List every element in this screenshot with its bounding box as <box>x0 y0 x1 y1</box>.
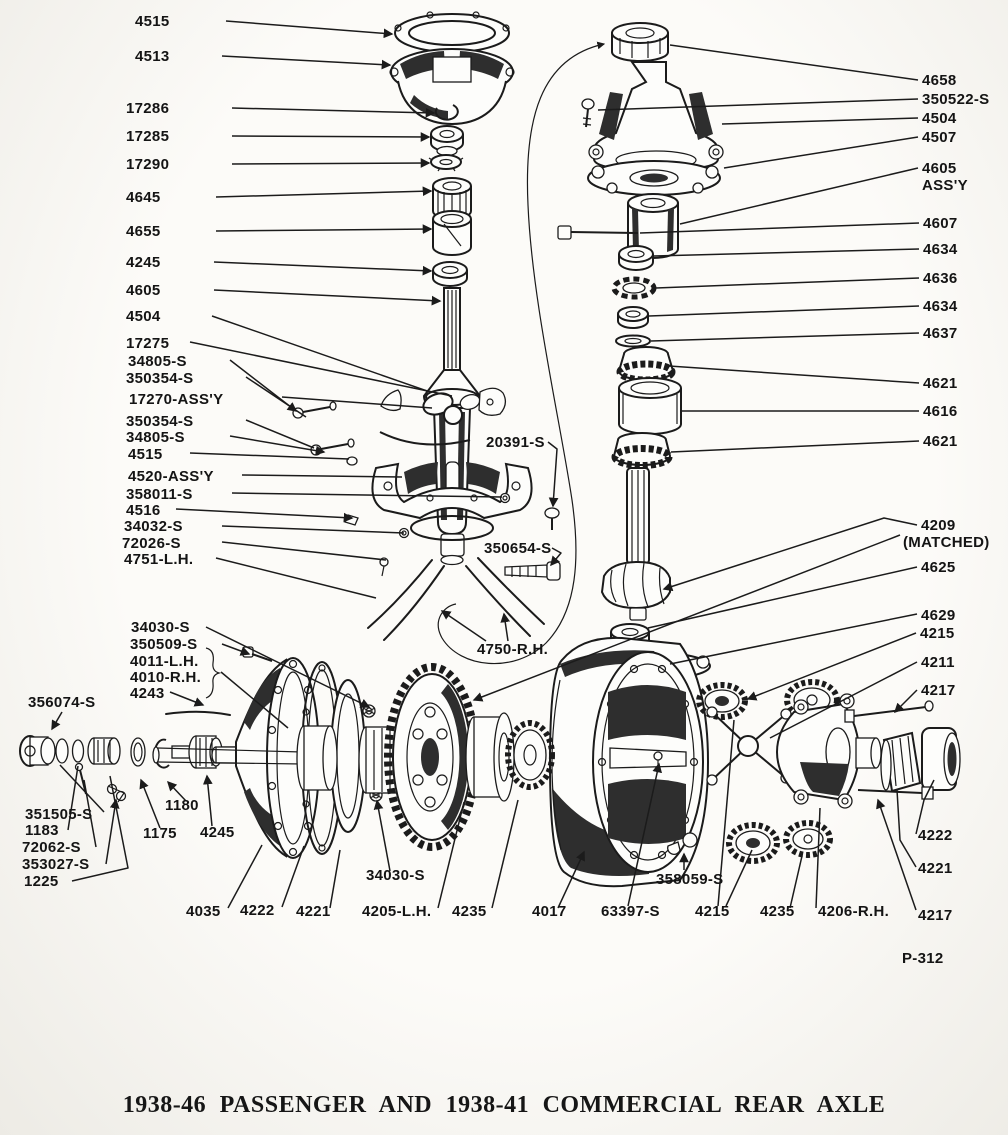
part-label-17285: 17285 <box>126 128 170 145</box>
leader-line <box>548 442 557 506</box>
part-rod-4243 <box>166 712 230 715</box>
leader-line <box>377 801 390 871</box>
leader-line <box>654 249 919 256</box>
bracket-4011-4010 <box>206 648 219 698</box>
part-label-4605: 4605 <box>126 282 161 299</box>
part-label-350522-S: 350522-S <box>922 91 990 108</box>
part-nut-4634-lower <box>618 307 648 328</box>
leader-line <box>246 377 306 417</box>
leader-line <box>492 800 518 908</box>
part-bearing-cone-4621-lower <box>614 433 670 466</box>
leader-line <box>141 780 160 828</box>
leader-line <box>897 790 916 867</box>
part-bolt-20391s <box>545 508 559 530</box>
part-label-4217: 4217 <box>918 907 953 924</box>
part-label-4245: 4245 <box>200 824 235 841</box>
part-label-4516: 4516 <box>126 502 161 519</box>
part-label-358011-S: 358011-S <box>126 486 193 503</box>
part-label-4513: 4513 <box>135 48 170 65</box>
part-label-4206-R.H.: 4206-R.H. <box>818 903 890 920</box>
part-bolt-72026s <box>380 558 388 576</box>
part-label-356074-S: 356074-S <box>28 694 96 711</box>
part-label-350354-S: 350354-S <box>126 370 194 387</box>
part-banjo-housing-4017 <box>550 638 708 886</box>
part-label-4634: 4634 <box>923 298 958 315</box>
leader-line <box>790 856 802 908</box>
part-bolt-34805s-upper <box>293 402 336 418</box>
part-label-4625: 4625 <box>921 559 956 576</box>
part-label-4658: 4658 <box>922 72 957 89</box>
leader-line <box>216 191 431 197</box>
part-label-34805-S: 34805-S <box>126 429 185 446</box>
leader-line <box>230 436 324 452</box>
part-label-34030-S: 34030-S <box>131 619 190 636</box>
part-label-4515: 4515 <box>128 446 163 463</box>
part-label-4211: 4211 <box>921 654 955 671</box>
part-pinion-gear-4235-center <box>508 723 552 787</box>
leader-line <box>190 342 452 396</box>
part-radius-rod-4751-lh <box>368 560 444 640</box>
leader-line <box>330 850 340 908</box>
part-label-ASSY: ASS'Y <box>922 177 968 194</box>
leader-line <box>190 453 349 459</box>
part-label-4245: 4245 <box>126 254 161 271</box>
part-label-17275: 17275 <box>126 335 170 352</box>
part-washer-17290 <box>429 155 463 171</box>
part-label-4035: 4035 <box>186 903 221 920</box>
leader-line <box>214 262 431 271</box>
leader-line <box>282 397 432 408</box>
part-label-1225: 1225 <box>24 873 59 890</box>
part-washer-4637 <box>616 336 650 347</box>
part-label-4621: 4621 <box>923 375 958 392</box>
leader-line <box>726 850 752 906</box>
part-label-358059-S: 358059-S <box>656 871 724 888</box>
leader-line <box>232 136 429 137</box>
part-label-4222: 4222 <box>240 902 275 919</box>
part-label-4011-L.H.: 4011-L.H. <box>130 653 199 670</box>
part-label-72062-S: 72062-S <box>22 839 81 856</box>
plate-code: P-312 <box>902 950 944 967</box>
leader-line <box>170 692 203 705</box>
leader-line <box>106 800 116 864</box>
part-label-4215: 4215 <box>920 625 955 642</box>
part-bolt-4217-upper <box>845 701 933 722</box>
part-label-34805-S: 34805-S <box>128 353 187 370</box>
part-bolt-4607 <box>558 226 638 239</box>
part-bearing-cone-4621-upper <box>619 347 673 380</box>
part-bearing-4221-right <box>881 733 920 791</box>
part-label-4209: 4209 <box>921 517 956 534</box>
leader-line <box>176 509 352 518</box>
part-label-4515: 4515 <box>135 13 170 30</box>
part-label-4637: 4637 <box>923 325 958 342</box>
part-label-350509-S: 350509-S <box>130 636 198 653</box>
part-clip-353027s <box>108 785 126 803</box>
part-gasket-4515 <box>395 12 509 52</box>
part-label-4655: 4655 <box>126 223 161 240</box>
leader-line <box>669 366 919 383</box>
part-bearing-4658 <box>612 23 668 61</box>
part-washer-358011s <box>501 494 510 503</box>
part-label-4605: 4605 <box>922 160 957 177</box>
leader-line <box>442 611 486 641</box>
leader-line <box>649 306 919 316</box>
part-bolt-350522s <box>582 99 594 127</box>
part-washer-351505s <box>56 739 68 763</box>
part-label-4507: 4507 <box>922 129 957 146</box>
part-label-4235: 4235 <box>760 903 795 920</box>
part-washer-1183 <box>73 740 84 762</box>
part-label-4504: 4504 <box>126 308 161 325</box>
part-diff-case-4205-lh <box>466 713 514 801</box>
leader-line <box>671 441 919 452</box>
part-label-4616: 4616 <box>923 403 958 420</box>
leader-line <box>226 21 392 34</box>
part-lock-washer-4636 <box>614 279 654 297</box>
part-label-4010-R.H.: 4010-R.H. <box>130 669 202 686</box>
part-label-4222: 4222 <box>918 827 953 844</box>
leader-line <box>232 108 434 113</box>
leader-line <box>670 45 918 80</box>
part-bolt-34805s-lower <box>311 439 354 455</box>
part-hub-drum <box>856 738 881 768</box>
part-pinion-gear-4235-lower <box>786 823 830 855</box>
part-label-4645: 4645 <box>126 189 161 206</box>
part-ring-gear-4209 <box>388 667 476 847</box>
part-side-gear-4215-lower <box>729 825 777 861</box>
part-label-4221: 4221 <box>296 903 331 920</box>
part-label-4017: 4017 <box>532 903 567 920</box>
part-washer-4515b <box>347 457 357 465</box>
part-side-gear-4215-upper <box>699 685 745 717</box>
leader-line <box>52 712 62 729</box>
part-label-17270-ASSY: 17270-ASS'Y <box>129 391 224 408</box>
part-clip-4516 <box>345 515 358 525</box>
leader-line <box>222 56 390 65</box>
leader-line <box>648 567 917 628</box>
part-label-4629: 4629 <box>921 607 956 624</box>
leader-line <box>207 776 212 826</box>
part-label-63397-S: 63397-S <box>601 903 660 920</box>
leader-line <box>216 558 376 598</box>
part-companion-flange-4504 <box>589 62 723 170</box>
leader-line <box>216 229 431 231</box>
part-label-4621: 4621 <box>923 433 958 450</box>
leader-line <box>222 526 404 533</box>
part-label-4751-L.H.: 4751-L.H. <box>124 551 194 568</box>
part-bearing-17285 <box>431 126 463 156</box>
part-label-4235: 4235 <box>452 903 487 920</box>
part-label-34032-S: 34032-S <box>124 518 183 535</box>
part-ring-1175 <box>131 738 145 766</box>
leader-line <box>878 800 916 910</box>
part-label-353027-S: 353027-S <box>22 856 90 873</box>
leader-line <box>222 542 386 560</box>
part-label-72026-S: 72026-S <box>122 535 181 552</box>
part-label-4205-L.H.: 4205-L.H. <box>362 903 432 920</box>
part-nut-4634-upper <box>619 246 653 270</box>
leader-line <box>724 137 918 168</box>
part-label-4217: 4217 <box>921 682 956 699</box>
part-label-4520-ASSY: 4520-ASS'Y <box>128 468 214 485</box>
leader-line <box>656 278 919 288</box>
part-ring-4245 <box>433 262 467 286</box>
part-label-17290: 17290 <box>126 156 170 173</box>
part-label-350354-S: 350354-S <box>126 413 194 430</box>
part-label-1183: 1183 <box>25 822 59 839</box>
part-drive-pinion-4209 <box>602 468 670 620</box>
part-label-4750-R.H.: 4750-R.H. <box>477 641 549 658</box>
leader-line <box>214 290 440 301</box>
part-label-4243: 4243 <box>130 685 165 702</box>
part-label-34030-S: 34030-S <box>366 867 425 884</box>
leader-line <box>60 765 104 812</box>
part-hub-sleeve <box>297 726 337 790</box>
part-bearing-1225 <box>88 738 120 764</box>
part-bearing-cup-4616 <box>619 378 681 434</box>
part-label-1175: 1175 <box>143 825 177 842</box>
part-label-4221: 4221 <box>918 860 953 877</box>
leader-line <box>722 118 918 124</box>
part-label-4504: 4504 <box>922 110 957 127</box>
leader-line <box>670 614 917 664</box>
part-label-4634: 4634 <box>923 241 958 258</box>
leader-line <box>664 518 917 589</box>
part-label-350654-S: 350654-S <box>484 540 552 557</box>
part-label-20391-S: 20391-S <box>486 434 545 451</box>
leader-line <box>228 845 262 908</box>
part-pinion-shaft-4605 <box>424 288 480 565</box>
part-label-17286: 17286 <box>126 100 170 117</box>
part-label-MATCHED: (MATCHED) <box>903 534 990 551</box>
part-bearing-cup-4222-right <box>922 728 960 790</box>
part-label-1180: 1180 <box>165 797 199 814</box>
leader-line <box>232 163 429 164</box>
part-label-4636: 4636 <box>923 270 958 287</box>
part-label-4607: 4607 <box>923 215 958 232</box>
plate-title: 1938-46 PASSENGER AND 1938-41 COMMERCIAL REAR AXLE <box>122 1092 886 1118</box>
part-label-351505-S: 351505-S <box>25 806 93 823</box>
part-nut-356074s <box>20 736 55 766</box>
part-gasket-plate-4507 <box>588 161 720 195</box>
leader-line <box>651 333 919 341</box>
part-label-4215: 4215 <box>695 903 730 920</box>
leader-line <box>504 614 508 641</box>
part-sleeve-4655 <box>433 211 471 255</box>
leader-line <box>640 223 919 233</box>
